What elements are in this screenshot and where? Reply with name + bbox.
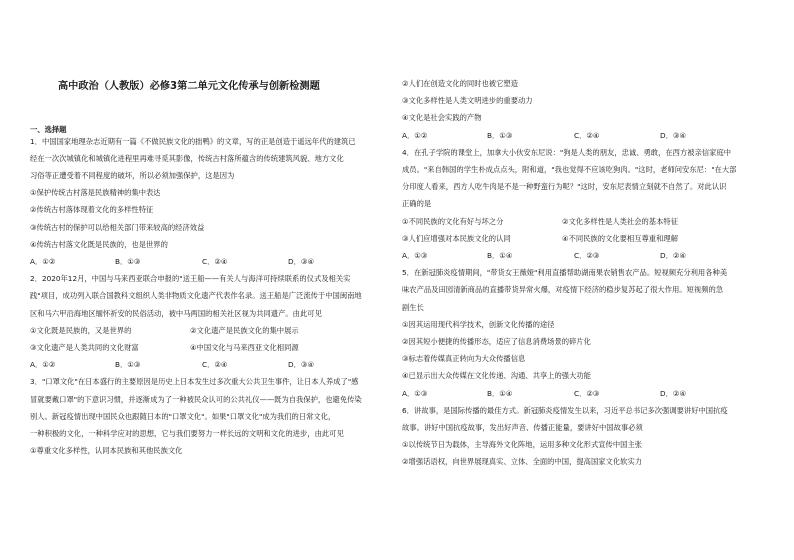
question-text: 冒就要戴口罩"的下意识习惯，并逐渐成为了一种被民众认可的公共礼仪——既为自我保护，也避免传染 [30, 394, 362, 404]
statement: ④中国文化与马来西亚文化相同源 [190, 342, 299, 352]
page-title: 高中政治（人教版）必修3第二单元文化传承与创新检测题 [58, 81, 320, 92]
option-d[interactable]: D．③④ [660, 130, 686, 140]
option-c[interactable]: C．②③ [574, 251, 600, 260]
option-a[interactable]: A．①② [30, 360, 56, 370]
question-text: ④已显示出大众传媒在文化传递、沟通、共享上的强大功能 [402, 371, 591, 381]
option-d[interactable]: D．③④ [288, 360, 314, 370]
option-d[interactable]: D．②④ [660, 251, 686, 260]
question-text: 一种积极的文化，一种科学应对的思想，它与我们要努力一样长远的文明和文化的进步，由此可见 [30, 428, 344, 438]
section-heading: 一、选择题 [30, 125, 67, 134]
option-a[interactable]: A．①③ [402, 251, 428, 260]
question-text: ③文化多样性是人类文明进步的重要动力 [402, 96, 533, 106]
option-b[interactable]: B．①④ [487, 388, 513, 398]
question-2: 2．2020年12月，中国与马来西亚联合申报的"送王船——有关人与海洋可持续联系的仪式及相关实 [30, 274, 351, 284]
option-b[interactable]: B．①③ [115, 256, 141, 266]
option-c[interactable]: C．②④ [202, 360, 228, 370]
option-c[interactable]: C．②③ [574, 388, 600, 398]
statement: ②文化多样性是人类社会的基本特征 [562, 216, 678, 226]
question-1: 1．中国国家地理杂志近期有一篇《不做民族文化的拙鸭》的文章，写的正是创造于遥远年代的建筑已 [30, 136, 356, 146]
option-a[interactable]: A．①③ [402, 388, 428, 398]
question-5: 5．在新冠肺炎疫情期间，"带货女王薇娅"利用直播帮助湖南果农销售农产品。短视频充分利用各种美 [402, 268, 728, 278]
question-4: 4．在孔子学院的课堂上，加拿大小伙安东尼说："狗是人类的朋友，忠诚、勇敢，在西方被亲信家庭中 [402, 147, 732, 157]
question-6: 6．讲故事，是国际传播的最佳方式。新冠肺炎疫情发生以来，习近平总书记多次强调要讲好中国抗疫 [402, 405, 728, 415]
option-b[interactable]: B．①③ [487, 130, 513, 140]
question-text: 经在一次次城镇化和城镇化进程里再难寻觅其影像，传统古村落所蕴含的传统建筑风貌、地方文化 [30, 153, 344, 163]
statement: ③人们应增强对本民族文化的认同 [402, 233, 511, 243]
question-text: 践"项目，成功列入联合国教科文组织人类非物质文化遗产代表作名录。送王船是广泛流传于中国闽南地 [30, 291, 362, 301]
question-text: ④文化是社会实践的产物 [402, 113, 482, 123]
statement: ③文化遗产是人类共同的文化财富 [30, 342, 139, 352]
option-d[interactable]: D．②④ [660, 388, 686, 398]
question-text: 成员。"来自韩国的学生朴成点点头，附和道，"我也觉得不应该吃狗肉。"这时，老师问安东尼："在大部 [402, 165, 737, 174]
question-text: 习俗等正遭受着不同程度的破坏，所以必须加强保护，这是因为 [30, 170, 235, 180]
question-text: ②因其短小便捷的传播形态，适应了信息消费场景的碎片化 [402, 337, 591, 346]
option-a[interactable]: A．①② [30, 256, 56, 266]
statement: ④不同民族的文化要相互尊重和理解 [562, 233, 678, 243]
question-text: 故事。讲好中国抗疫故事，发出好声音、传播正能量，要讲好中国故事必须 [402, 423, 643, 432]
option-b[interactable]: B．①④ [487, 251, 513, 260]
question-text: 分印度人看来，西方人吃牛肉是不是一种野蛮行为呢？"这时，安东尼表情立刻就不自然了。对此认识 [402, 182, 727, 192]
option-a[interactable]: A．①② [402, 130, 428, 140]
question-text: ②增强话语权，向世界展现真实、立体、全面的中国，提高国家文化软实力 [402, 457, 643, 467]
question-text: ①以传统节日为载体，主导海外文化阵地，运用多种文化形式宣传中国主张 [402, 440, 643, 450]
statement: ①文化既是民族的，又是世界的 [30, 325, 132, 335]
question-text: 正确的是 [402, 199, 432, 209]
option-d[interactable]: D．③④ [288, 256, 314, 266]
question-text: ②传统古村落体现着文化的多样性特征 [30, 205, 154, 215]
question-text: ①尊重文化多样性，认同本民族和其他民族文化 [30, 446, 183, 456]
question-text: ③标志着传媒真正转向为大众传播信息 [402, 354, 526, 364]
statement: ①不同民族的文化有好与坏之分 [402, 216, 504, 226]
question-3: 3．"口罩文化"在日本盛行的主要原因是历史上日本发生过多次重大公共卫生事件，让日本人养成了"感 [30, 377, 359, 387]
option-b[interactable]: B．①③ [115, 360, 141, 370]
question-text: ③传统古村的保护可以给相关部门带来较高的经济效益 [30, 222, 205, 232]
statement: ②文化遗产是民族文化的集中展示 [190, 325, 299, 335]
question-text: 剧生长 [402, 302, 424, 312]
question-text: 区和马六甲沿海地区缅怀祈安的民俗活动，被中马两国的相关社区视为共同遗产。由此可见 [30, 308, 322, 318]
question-text: ①保护传统古村落是民族精神的集中表达 [30, 188, 161, 198]
question-text: ①因其运用现代科学技术，创新文化传播的途径 [402, 319, 555, 329]
question-text: 味农产品及田园清新商品的直播带货异常火爆，对疫情下经济的稳步复苏起了很大作用。短视频的急 [402, 285, 724, 295]
option-c[interactable]: C．②④ [574, 130, 600, 140]
option-c[interactable]: C．②④ [202, 256, 228, 266]
question-text: ④传统古村落文化既是民族的，也是世界的 [30, 239, 168, 249]
question-text: 别人。新冠疫情出现中国民众也跟随日本的"口罩文化"。如果"口罩文化"成为我们的日常文化， [30, 411, 336, 421]
question-text: ②人们在创造文化的同时也被它塑造 [402, 79, 518, 88]
